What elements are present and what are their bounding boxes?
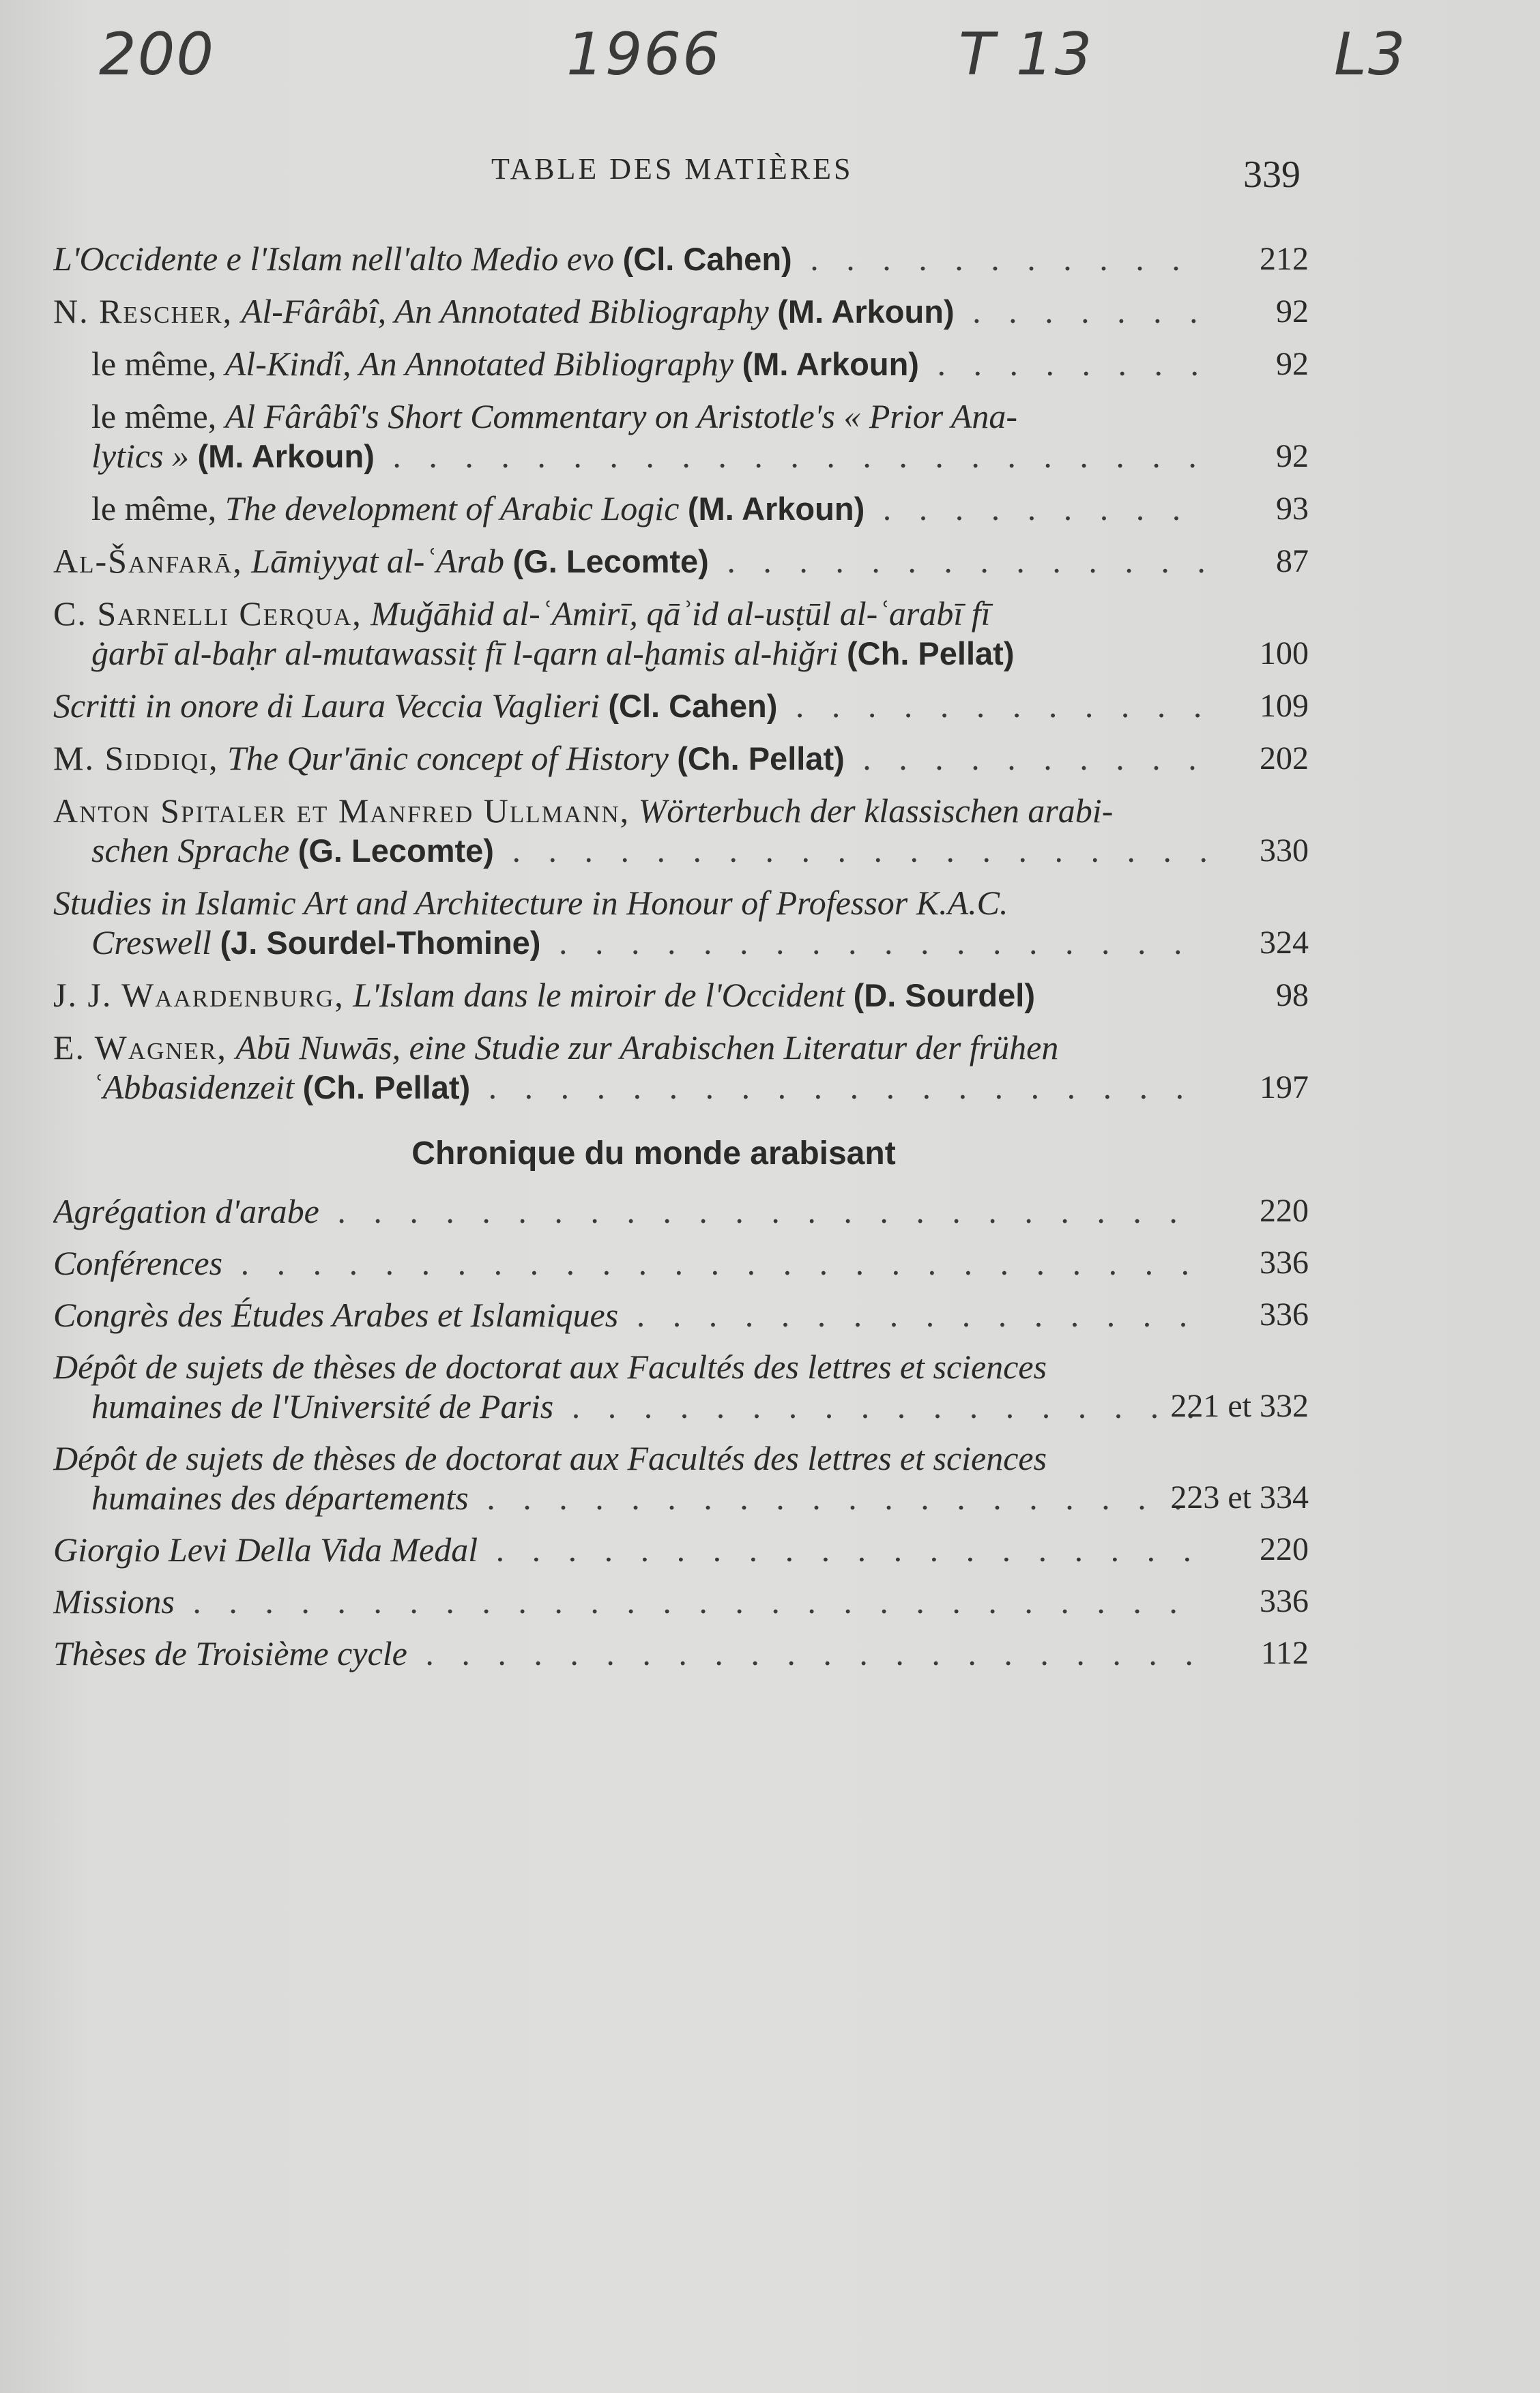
chronique-entry — [53, 1347, 1309, 1426]
entry-page: 336 — [1260, 1583, 1309, 1619]
entry-reviewer: (Cl. Cahen) — [608, 688, 778, 724]
entry-title: Lāmiyyat al-ʿArab — [251, 542, 505, 580]
chronique-entry — [53, 1243, 1309, 1283]
entry-reviewer: (Ch. Pellat) — [677, 740, 845, 777]
chronique-entry — [53, 1295, 1309, 1335]
toc-entry — [53, 791, 1309, 871]
chronique-entry — [53, 1530, 1309, 1569]
entry-reviewer: (M. Arkoun) — [197, 438, 375, 474]
entry-page: 100 — [1260, 635, 1309, 671]
handwritten-note-4: L3 — [1334, 20, 1407, 89]
chronique-entry — [53, 1634, 1309, 1673]
entry-reviewer: (M. Arkoun) — [777, 293, 955, 330]
entry-title: Conférences — [53, 1244, 223, 1282]
entry-page: 202 — [1260, 740, 1309, 777]
section-heading: Chronique du monde arabisant — [411, 1135, 896, 1172]
dot-leader — [222, 1244, 1206, 1282]
entry-author: M. Siddiqi, — [53, 739, 219, 777]
entry-page: 336 — [1260, 1245, 1309, 1281]
entry-page: 336 — [1260, 1296, 1309, 1333]
toc-entry — [53, 686, 1309, 726]
entry-title: Giorgio Levi Della Vida Medal — [53, 1531, 478, 1569]
chronique-entry — [53, 1582, 1309, 1621]
dot-leader — [709, 542, 1206, 580]
entry-page: 112 — [1260, 1635, 1309, 1671]
entry-page: 92 — [1276, 438, 1309, 474]
entry-title: Studies in Islamic Art and Architecture in Honour of Professor K.A.C. — [53, 884, 1008, 922]
running-head — [0, 143, 1540, 198]
entry-page: 212 — [1260, 241, 1309, 277]
handwritten-note-2: 1966 — [566, 20, 721, 89]
entry-title: Thèses de Troisième cycle — [53, 1634, 407, 1672]
dot-leader — [469, 1479, 1206, 1517]
entry-title: Dépôt de sujets de thèses de doctorat aux Facultés des lettres et sciences — [53, 1348, 1047, 1386]
entry-reviewer: (G. Lecomte) — [297, 832, 494, 869]
toc-entry — [53, 541, 1309, 581]
table-of-contents — [53, 239, 1309, 1685]
handwritten-note-1: 200 — [99, 20, 216, 89]
entry-page: 197 — [1260, 1069, 1309, 1105]
dot-leader — [175, 1582, 1206, 1621]
entry-title: Agrégation d'arabe — [53, 1192, 319, 1230]
entry-author: C. Sarnelli Cerqua, — [53, 594, 362, 633]
entry-page: 93 — [1276, 491, 1309, 527]
dot-leader — [777, 686, 1206, 725]
toc-entry — [53, 975, 1309, 1015]
entry-author: le même, — [91, 345, 217, 383]
entry-reviewer: (M. Arkoun) — [687, 491, 865, 527]
chronique-entry — [53, 1438, 1309, 1518]
dot-leader — [478, 1531, 1206, 1569]
entry-title: Dépôt de sujets de thèses de doctorat aux Facultés des lettres et sciences — [53, 1439, 1047, 1477]
dot-leader — [792, 240, 1206, 278]
entry-page: 324 — [1260, 925, 1309, 961]
entry-author: Anton Spitaler et Manfred Ullmann, — [53, 792, 630, 830]
entry-author: J. J. Waardenburg, — [53, 976, 345, 1014]
dot-leader — [319, 1192, 1206, 1230]
entry-reviewer: (J. Sourdel-Thomine) — [220, 925, 541, 961]
entry-title-cont: schen Sprache — [91, 831, 290, 869]
dot-leader — [845, 739, 1206, 777]
handwritten-note-3: T 13 — [959, 20, 1094, 89]
entry-page: 92 — [1276, 293, 1309, 330]
entry-title: The Qur'ānic concept of History — [227, 739, 669, 777]
entry-title: Scritti in onore di Laura Veccia Vaglieri — [53, 686, 600, 725]
entry-author: le même, — [91, 489, 217, 527]
entry-page: 109 — [1260, 688, 1309, 724]
entry-title-cont: humaines de l'Université de Paris — [91, 1387, 554, 1425]
entry-reviewer: (Ch. Pellat) — [302, 1069, 471, 1105]
entry-page: 223 et 334 — [1170, 1479, 1309, 1515]
dot-leader — [955, 292, 1206, 330]
dot-leader — [407, 1634, 1206, 1672]
chronique-entry — [53, 1191, 1309, 1231]
toc-entry — [53, 239, 1309, 279]
dot-leader — [865, 489, 1206, 527]
entry-title: Al Fârâbî's Short Commentary on Aristotle's « Prior Ana- — [224, 397, 1017, 435]
entry-title: Muǧāhid al-ʿAmirī, qāʾid al-usṭūl al-ʿarabī fī — [371, 594, 991, 633]
toc-entry — [53, 738, 1309, 779]
entry-author: Al-Šanfarā, — [53, 542, 243, 580]
toc-entry — [53, 594, 1309, 673]
entry-page: 220 — [1260, 1531, 1309, 1567]
entry-title: Al-Kindî, An Annotated Bibliography — [224, 345, 734, 383]
dot-leader — [919, 345, 1206, 383]
entry-reviewer: (G. Lecomte) — [512, 543, 709, 579]
entry-page: 92 — [1276, 346, 1309, 382]
entry-author: le même, — [91, 397, 217, 435]
entry-page: 330 — [1260, 832, 1309, 869]
entry-title: Missions — [53, 1582, 175, 1621]
toc-entry — [53, 396, 1309, 476]
toc-entry — [53, 883, 1309, 963]
dot-leader — [618, 1296, 1206, 1334]
entry-title: Al-Fârâbî, An Annotated Bibliography — [241, 292, 769, 330]
toc-entry — [53, 291, 1309, 332]
dot-leader — [470, 1068, 1206, 1106]
entry-title-cont: humaines des départements — [91, 1479, 469, 1517]
page-title: TABLE DES MATIÈRES — [491, 152, 854, 186]
entry-title: Congrès des Études Arabes et Islamiques — [53, 1296, 619, 1334]
entry-title-cont: ʿAbbasidenzeit — [91, 1068, 295, 1106]
entry-title: Abū Nuwās, eine Studie zur Arabischen Literatur der frühen — [235, 1028, 1059, 1067]
dot-leader — [375, 437, 1206, 475]
entry-reviewer: (Ch. Pellat) — [847, 635, 1015, 671]
entry-page: 220 — [1260, 1193, 1309, 1229]
toc-entry — [53, 1028, 1309, 1107]
entry-title: The development of Arabic Logic — [224, 489, 680, 527]
entry-reviewer: (D. Sourdel) — [853, 977, 1035, 1013]
entry-reviewer: (M. Arkoun) — [742, 346, 919, 382]
entry-title: Wörterbuch der klassischen arabi- — [638, 792, 1114, 830]
toc-entry — [53, 489, 1309, 529]
page-number: 339 — [1243, 154, 1301, 196]
entry-author: E. Wagner, — [53, 1028, 227, 1067]
entry-reviewer: (Cl. Cahen) — [622, 241, 792, 277]
entry-title-cont: lytics » — [91, 437, 190, 475]
entry-title: L'Occidente e l'Islam nell'alto Medio evo — [53, 240, 615, 278]
dot-leader — [540, 923, 1206, 961]
entry-page: 98 — [1276, 977, 1309, 1013]
entry-page: 87 — [1276, 543, 1309, 579]
entry-title-cont: Creswell — [91, 923, 212, 961]
entry-author: N. Rescher, — [53, 292, 233, 330]
entry-title-cont: ġarbī al-baḥr al-mutawassiṭ fī l-qarn al-ḫamis al-hiǧri — [91, 634, 839, 672]
entry-title: L'Islam dans le miroir de l'Occident — [353, 976, 845, 1014]
dot-leader — [494, 831, 1206, 869]
entry-page: 221 et 332 — [1170, 1388, 1309, 1424]
toc-entry — [53, 344, 1309, 384]
